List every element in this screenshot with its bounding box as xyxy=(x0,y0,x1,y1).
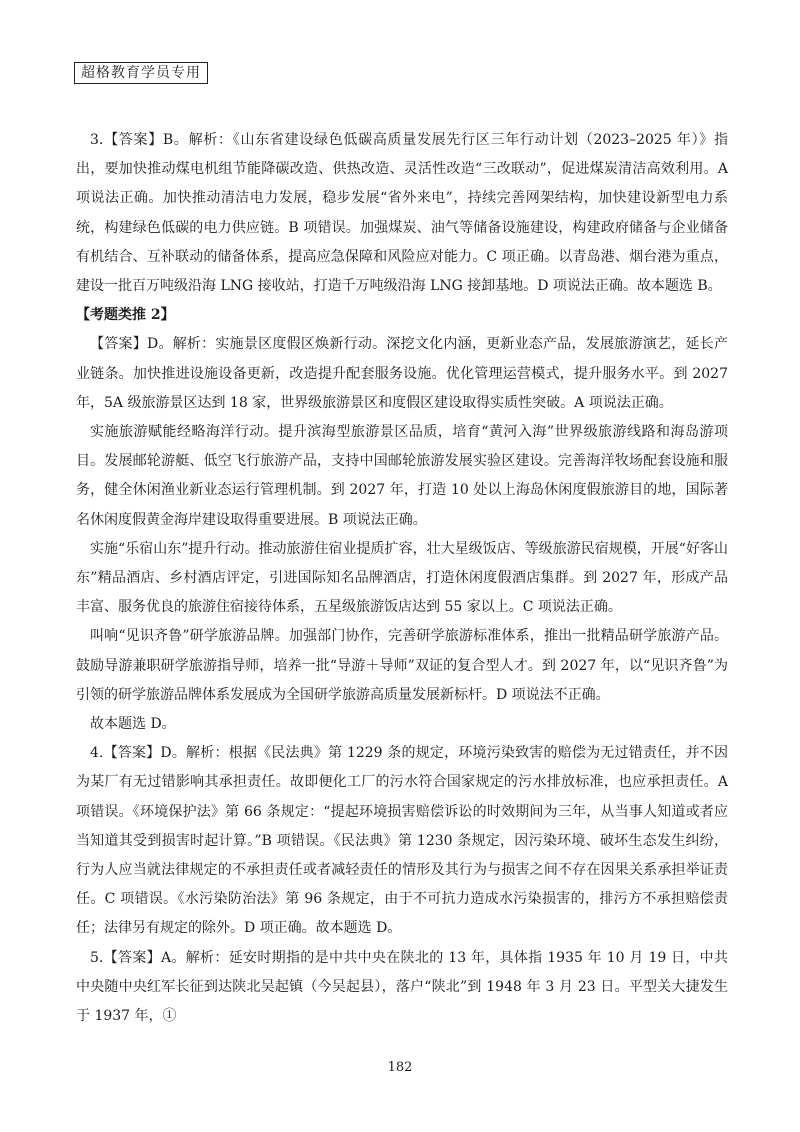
body-paragraph: 实施旅游赋能经略海洋行动。提升滨海型旅游景区品质，培育“黄河入海”世界级旅游线路和海岛游项目。发展邮轮游艇、低空飞行旅游产品，支持中国邮轮旅游发展实验区建设。完善海洋牧场配套设施和服务，健全休闲渔业新业态运行管理机制。到 2027 年，打造 10 处以上海岛休闲度假旅游目的地，国际著名休闲度假黄金海岸建设取得重要进展。B 项说法正确。 xyxy=(76,424,728,528)
answer-4-paragraph: 4.【答案】D。解析：根据《民法典》第 1229 条的规定，环境污染致害的赔偿为无过错责任，并不因为某厂有无过错影响其承担责任。故即便化工厂的污水符合国家规定的污水排放标准，也应承担责任。A 项错误。《环境保护法》第 66 条规定：“提起环境损害赔偿诉讼的时效期间为三年，从当事人知道或者应当知道其受到损害时起计算。”B 项错误。《民法典》第 1230 条规定，因污染环境、破坏生态发生纠纷，行为人应当就法律规定的不承担责任或者减轻责任的情形及其行为与损害之间不存在因果关系承担举证责任。C 项错误。《水污染防治法》第 96 条规定，由于不可抗力造成水污染损害的，排污方不承担赔偿责任；法律另有规定的除外。D 项正确。故本题选 D。 xyxy=(76,745,728,937)
body-paragraph: 实施“乐宿山东”提升行动。推动旅游住宿业提质扩容，壮大星级饭店、等级旅游民宿规模，开展“好客山东”精品酒店、乡村酒店评定，引进国际知名品牌酒店，打造休闲度假酒店集群。到 2027 年，形成产品丰富、服务优良的旅游住宿接待体系，五星级旅游饭店达到 55 家以上。C 项说法正确。 xyxy=(76,540,728,616)
section-heading: 【考题类推 2】 xyxy=(76,307,175,324)
conclusion-paragraph: 故本题选 D。 xyxy=(90,716,176,733)
answer-3-paragraph: 3.【答案】B。解析：《山东省建设绿色低碳高质量发展先行区三年行动计划（2023–2025 年）》指出，要加快推动煤电机组节能降碳改造、供热改造、灵活性改造“三改联动”，促进煤炭清洁高效利用。A 项说法正确。加快推动清洁电力发展，稳步发展“省外来电”，持续完善网架结构，加快建设新型电力系统，构建绿色低碳的电力供应链。B 项错误。加强煤炭、油气等储备设施建设，构建政府储备与企业储备有机结合、互补联动的储备体系，提高应急保障和风险应对能力。C 项正确。以青岛港、烟台港为重点，建设一批百万吨级沿海 LNG 接收站，打造千万吨级沿海 LNG 接卸基地。D 项说法正确。故本题选 B。 xyxy=(76,132,728,295)
page-number: 182 xyxy=(387,1060,413,1075)
document-body xyxy=(76,126,728,1031)
answer-5-paragraph: 5.【答案】A。解析：延安时期指的是中共中央在陕北的 13 年，具体指 1935 年 10 月 19 日，中共中央随中央红军长征到达陕北吴起镇（今吴起县），落户“陕北”到 1948 年 3 月 23 日。平型关大捷发生于 1937 年，① xyxy=(76,949,728,1025)
body-paragraph: 叫响“见识齐鲁”研学旅游品牌。加强部门协作，完善研学旅游标准体系，推出一批精品研学旅游产品。鼓励导游兼职研学旅游指导师，培养一批“导游＋导师”双证的复合型人才。到 2027 年，以“见识齐鲁”为引领的研学旅游品牌体系发展成为全国研学旅游高质量发展新标杆。D 项说法不正确。 xyxy=(76,628,728,703)
header-tag: 超格教育学员专用 xyxy=(74,62,208,84)
answer-paragraph: 【答案】D。解析：实施景区度假区焕新行动。深挖文化内涵，更新业态产品，发展旅游演艺，延长产业链条。加快推进设施设备更新，改造提升配套服务设施。优化管理运营模式，提升服务水平。到 2027 年，5A 级旅游景区达到 18 家，世界级旅游景区和度假区建设取得实质性突破。A 项说法正确。 xyxy=(76,336,728,411)
